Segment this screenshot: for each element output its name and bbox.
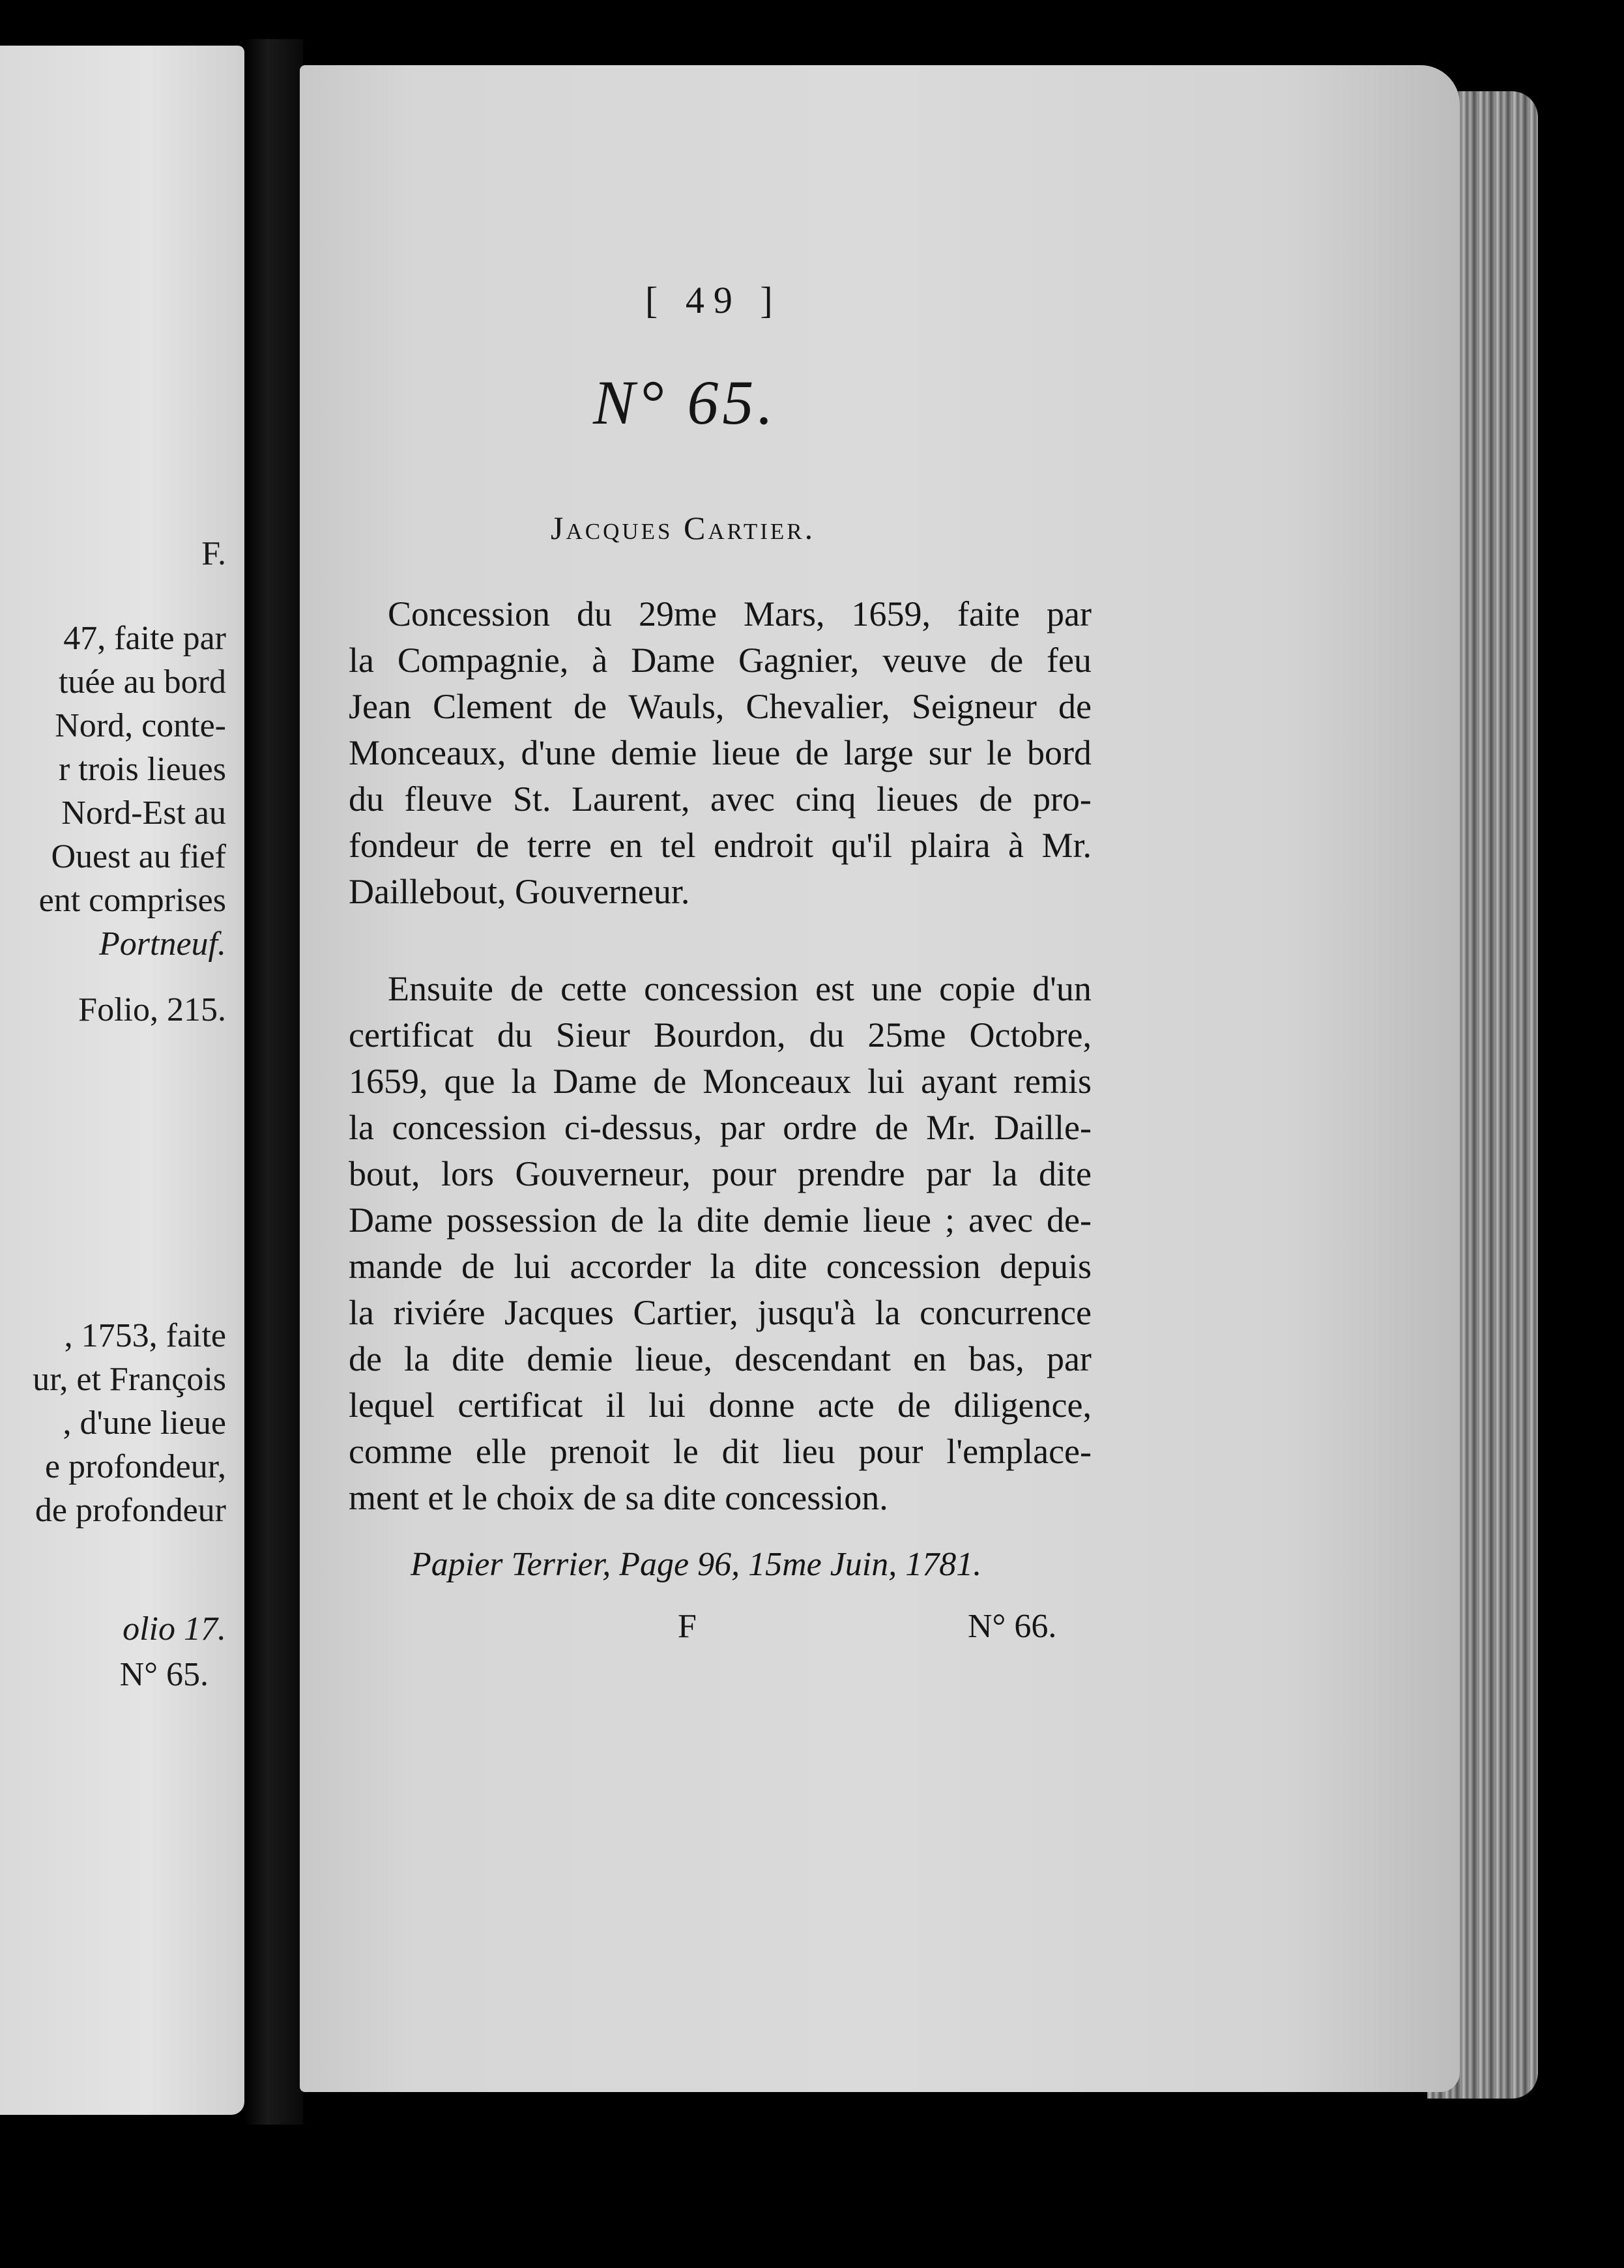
- left-line: Nord-Est au: [61, 794, 226, 832]
- left-line: N° 65.: [119, 1656, 209, 1693]
- document-number: N° 65.: [593, 368, 777, 437]
- signature-mark: F: [678, 1608, 697, 1645]
- book-spine-shadow: [244, 39, 303, 2125]
- left-line: , d'une lieue: [63, 1404, 226, 1442]
- page-number: [ 49 ]: [645, 279, 782, 321]
- left-line: Portneuf.: [99, 925, 226, 963]
- left-line: Ouest au fief: [51, 838, 226, 875]
- left-line: olio 17.: [123, 1610, 226, 1648]
- paragraph-1-line: Daillebout, Gouverneur.: [349, 872, 690, 911]
- catchword: N° 66.: [968, 1608, 1057, 1645]
- left-line: Nord, conte-: [55, 707, 226, 744]
- paragraph-1-line: fondeur de terre en tel endroit qu'il plaira à Mr.: [349, 826, 1092, 865]
- paragraph-2-line: de la dite demie lieue, descendant en bas, par: [349, 1339, 1092, 1378]
- paragraph-2-line: comme elle prenoit le dit lieu pour l'emplace-: [349, 1432, 1092, 1471]
- document-heading: Jacques Cartier.: [551, 510, 816, 546]
- left-line: 47, faite par: [63, 620, 226, 657]
- left-line: F.: [201, 535, 226, 572]
- left-line: ent comprises: [38, 882, 226, 919]
- source-reference: Papier Terrier, Page 96, 15me Juin, 1781.: [411, 1546, 982, 1583]
- left-line: e profondeur,: [44, 1448, 226, 1485]
- paragraph-2-line: lequel certificat il lui donne acte de diligence,: [349, 1386, 1092, 1425]
- left-line: Folio, 215.: [78, 991, 226, 1028]
- paragraph-2-line: Ensuite de cette concession est une copie d'un: [388, 969, 1092, 1008]
- paragraph-2-line: la riviére Jacques Cartier, jusqu'à la concurrence: [349, 1293, 1092, 1332]
- paragraph-1-line: la Compagnie, à Dame Gagnier, veuve de feu: [349, 641, 1092, 680]
- paragraph-2-line: bout, lors Gouverneur, pour prendre par la dite: [349, 1154, 1092, 1193]
- paragraph-2-line: ment et le choix de sa dite concession.: [349, 1478, 888, 1517]
- paragraph-2-line: Dame possession de la dite demie lieue ; avec de-: [349, 1200, 1092, 1240]
- paragraph-1-line: Concession du 29me Mars, 1659, faite par: [388, 594, 1092, 633]
- left-line: ur, et François: [33, 1361, 226, 1398]
- paragraph-1-line: du fleuve St. Laurent, avec cinq lieues de pro-: [349, 779, 1092, 819]
- paragraph-2-line: la concession ci-dessus, par ordre de Mr. Daille-: [349, 1108, 1092, 1147]
- paragraph-2-line: certificat du Sieur Bourdon, du 25me Octobre,: [349, 1015, 1092, 1054]
- left-line: tuée au bord: [58, 663, 226, 701]
- paragraph-1-line: Monceaux, d'une demie lieue de large sur le bord: [349, 733, 1092, 772]
- left-line: , 1753, faite: [64, 1317, 226, 1354]
- left-line: r trois lieues: [58, 751, 226, 788]
- left-line: de profondeur: [35, 1492, 226, 1529]
- left-page: [0, 46, 244, 2115]
- paragraph-2-line: 1659, que la Dame de Monceaux lui ayant remis: [349, 1062, 1092, 1101]
- paragraph-2-line: mande de lui accorder la dite concession depuis: [349, 1247, 1092, 1286]
- paragraph-1-line: Jean Clement de Wauls, Chevalier, Seigneur de: [349, 687, 1092, 726]
